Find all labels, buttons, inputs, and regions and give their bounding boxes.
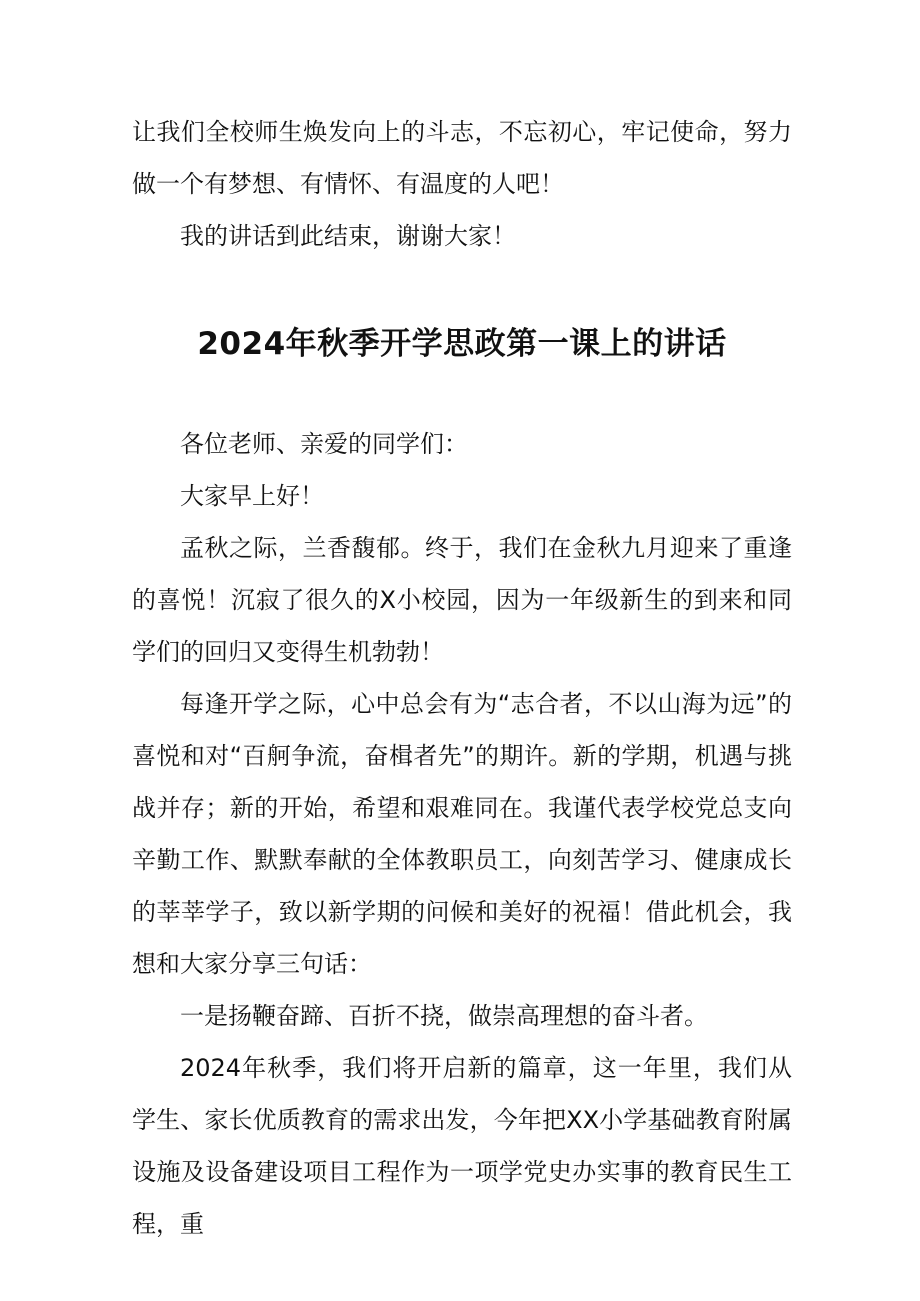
- semester-paragraph: 每逢开学之际，心中总会有为“志合者，不以山海为远”的喜悦和对“百舸争流，奋楫者先”的期许。新的学期，机遇与挑战并存；新的开始，希望和艰难同在。我谨代表学校党总支向辛勤工作、默默奉献的全体教职员工，向刻苦学习、健康成长的莘莘学子，致以新学期的问候和美好的祝福！借此机会，我想和大家分享三句话：: [132, 690, 792, 978]
- greeting: 大家早上好！: [180, 482, 324, 510]
- point-one-heading: 一是扬鞭奋蹄、百折不挠，做崇高理想的奋斗者。: [180, 1002, 708, 1030]
- closing-thanks: 我的讲话到此结束，谢谢大家！: [180, 222, 516, 250]
- speech-body: [132, 418, 792, 1250]
- closing-paragraph: 让我们全校师生焕发向上的斗志，不忘初心，牢记使命，努力做一个有梦想、有情怀、有温度的人吧！: [132, 118, 792, 198]
- salutation: 各位老师、亲爱的同学们：: [180, 430, 468, 458]
- top-section: [132, 106, 792, 262]
- speech-title: 2024年秋季开学思政第一课上的讲话: [197, 326, 727, 362]
- autumn-plan-paragraph: 2024年秋季，我们将开启新的篇章，这一年里，我们从学生、家长优质教育的需求出发，今年把XX小学基础教育附属设施及设备建设项目工程作为一项学党史办实事的教育民生工程，重: [132, 1054, 792, 1238]
- opening-paragraph: 孟秋之际，兰香馥郁。终于，我们在金秋九月迎来了重逢的喜悦！沉寂了很久的X小校园，因为一年级新生的到来和同学们的回归又变得生机勃勃！: [132, 534, 792, 666]
